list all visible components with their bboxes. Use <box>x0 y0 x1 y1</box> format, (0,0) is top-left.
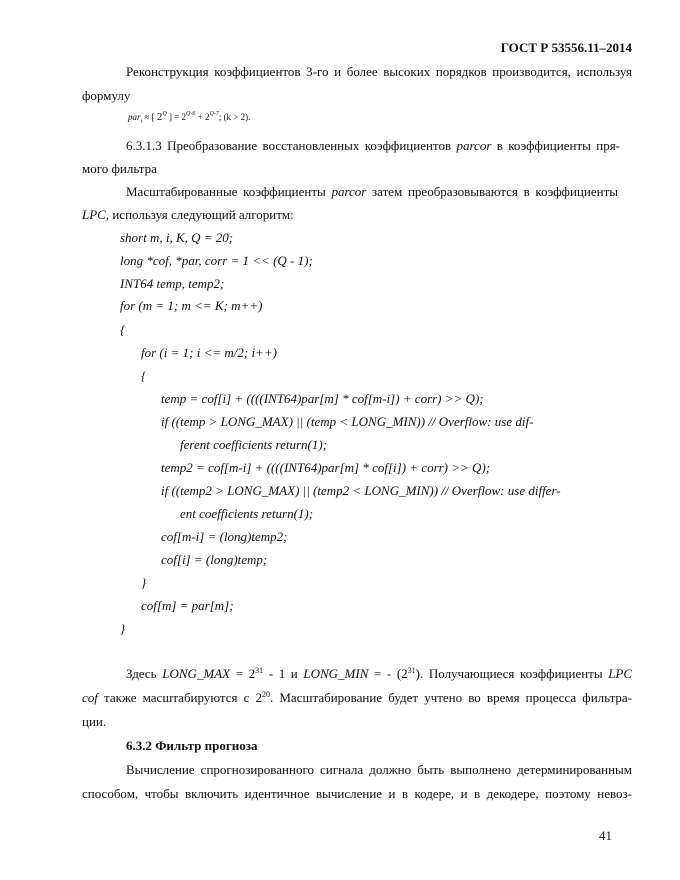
formula-bracket-expr: 2 <box>156 111 163 123</box>
code-line: ent coefficients return(1); <box>180 506 314 521</box>
section-632-heading <box>126 738 257 754</box>
reconstruction-formula <box>128 111 250 125</box>
code-line: } <box>120 621 126 636</box>
code-line: if ((temp2 > LONG_MAX) || (temp2 < LONG_MIN)) // Overflow: use differ- <box>161 483 561 498</box>
formula-rhs-exp2: Q-7 <box>209 111 219 117</box>
para-pred-line-1: Вычисление спрогнозированного сигнала должно быть выполнено детерминированным <box>126 762 632 777</box>
formula-rhs-prefix: ] = <box>168 112 182 122</box>
code-line: { <box>120 322 126 337</box>
para-here-eq2: = - (2 <box>373 666 408 681</box>
para-here-a: Здесь <box>126 666 157 681</box>
code-line: INT64 temp, temp2; <box>120 276 225 291</box>
para-here-lpc: LPC <box>608 666 633 681</box>
para-here-c: также масштабируются с 2 <box>104 690 262 705</box>
intro-line-2: формулу <box>82 88 131 103</box>
formula-rhs-base: 2 <box>181 112 187 122</box>
formula-condition: ; (k > 2). <box>218 112 251 122</box>
code-line: for (i = 1; i <= m/2; i++) <box>141 345 277 360</box>
para-scaled-line-1 <box>126 184 618 200</box>
code-line: cof[m-i] = (long)temp2; <box>161 529 288 544</box>
para-pred-line-2: способом, чтобы включить идентичное вычисление и в кодере, и в декодере, поэтому невоз- <box>82 786 632 801</box>
para-here-cof: cof <box>82 690 98 705</box>
para-here-line-3: ции. <box>82 714 107 729</box>
document-header: ГОСТ Р 53556.11–2014 <box>500 40 632 55</box>
para-here-exp2: 31 <box>407 666 416 675</box>
para-here-eq1: = 2 <box>235 666 256 681</box>
section-6313-title-b: в коэффициенты пря- <box>496 138 621 153</box>
para-scaled-term: parcor <box>331 184 367 199</box>
section-632-title: Фильтр прогноза <box>155 738 258 753</box>
para-here-long-min: LONG_MIN <box>303 666 369 681</box>
intro-line-1: Реконструкция коэффициентов 3-го и более высоких порядков производится, используя <box>126 64 632 79</box>
code-line: temp2 = cof[m-i] + ((((INT64)par[m] * cof[i]) + corr) >> Q); <box>161 460 491 475</box>
code-line: short m, i, K, Q = 20; <box>120 230 234 245</box>
para-scaled-b: затем преобразовываются в коэффициенты <box>372 184 618 199</box>
para-here-d: . Масштабирование будет учтено во время процесса фильтра- <box>270 690 633 705</box>
section-632-number: 6.3.2 <box>126 738 152 753</box>
formula-plus: + 2 <box>195 112 210 122</box>
para-here-line-1 <box>126 666 632 682</box>
para-scaled-c: , используя следующий алгоритм: <box>105 207 294 222</box>
formula-rhs-exp1: Q-6 <box>186 111 196 117</box>
para-scaled-a: Масштабированные коэффициенты <box>126 184 326 199</box>
code-line: } <box>141 575 147 590</box>
para-here-long-max: LONG_MAX <box>162 666 231 681</box>
code-line: cof[m] = par[m]; <box>141 598 234 613</box>
section-6313-heading-cont: мого фильтра <box>82 161 157 176</box>
formula-lhs: par <box>128 112 141 122</box>
para-here-exp3: 20 <box>262 690 270 699</box>
code-line: if ((temp > LONG_MAX) || (temp < LONG_MIN)) // Overflow: use dif- <box>161 414 534 429</box>
code-line: temp = cof[i] + ((((INT64)par[m] * cof[m-i]) + corr) >> Q); <box>161 391 484 406</box>
para-here-line-2 <box>82 690 632 706</box>
code-line: for (m = 1; m <= K; m++) <box>120 298 263 313</box>
para-here-b: ). Получающиеся коэффициенты <box>415 666 603 681</box>
formula-bracket-exp: Q <box>162 111 167 117</box>
code-line: cof[i] = (long)temp; <box>161 552 268 567</box>
section-6313-number: 6.3.1.3 <box>126 138 162 153</box>
code-line: long *cof, *par, corr = 1 << (Q - 1); <box>120 253 313 268</box>
formula-eq: ≈ [ <box>144 112 157 122</box>
section-6313-title-a: Преобразование восстановленных коэффициентов <box>167 138 452 153</box>
code-line: ferent coefficients return(1); <box>180 437 328 452</box>
code-line: { <box>141 368 147 383</box>
para-scaled-line-2 <box>82 207 294 223</box>
section-6313-heading <box>126 138 620 154</box>
para-scaled-lpc: LPC <box>82 207 106 222</box>
para-here-exp1: 31 <box>255 666 264 675</box>
para-here-minus1: - 1 и <box>268 666 298 681</box>
section-6313-term: parcor <box>456 138 492 153</box>
page-number: 41 <box>599 828 612 843</box>
formula-lhs-sub: i <box>140 118 143 125</box>
